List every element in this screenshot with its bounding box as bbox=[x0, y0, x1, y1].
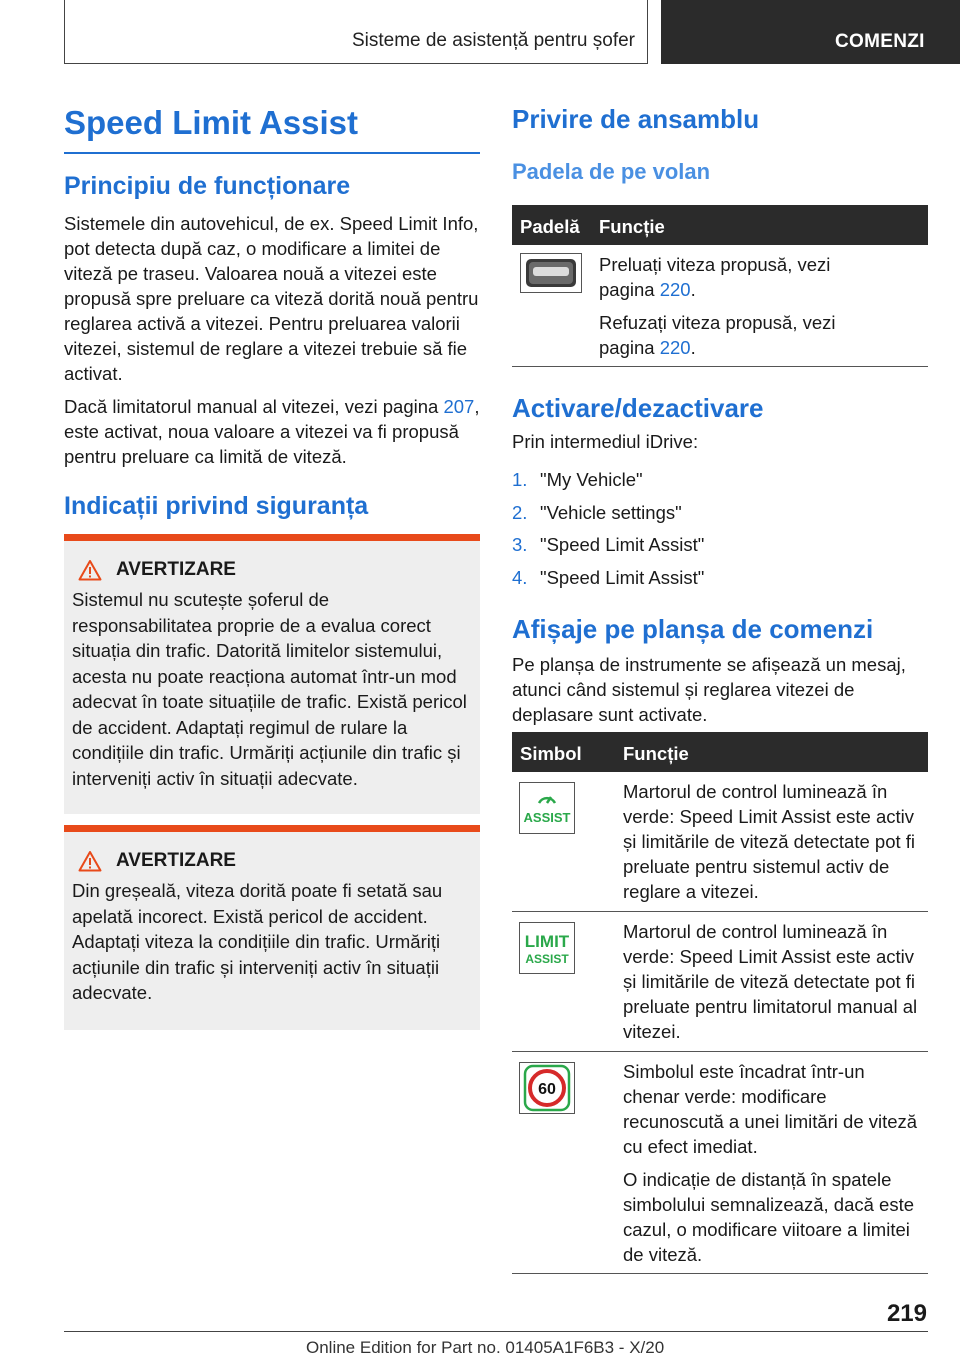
warning-2-header bbox=[72, 850, 472, 872]
principle-section bbox=[64, 172, 480, 469]
symbol-col-header: Simbol bbox=[520, 743, 582, 764]
speed-limit-sign-icon bbox=[520, 1063, 574, 1113]
paddle-icon-box bbox=[520, 253, 582, 293]
accept-dot: . bbox=[690, 279, 696, 300]
symbol-row-3-text-a: Simbolul este încadrat într-un chenar verde: modificare recunoscută a unei limitări de viteză cu efect imediat. bbox=[623, 1061, 918, 1157]
step-text: "My Vehicle" bbox=[540, 469, 643, 490]
warning-1-text: Sistemul nu scutește șoferul de responsabilitatea proprie de a evalua corect situația din trafic. Datorită limitelor sistemului, acesta nu poate reacționa automat într-un mod adecvat în toate situațiile de trafic. Există pericol de accident. Adaptați regimul de rulare la condițiile din trafic. Urmăriți acțiunile din trafic și interveniți activ în situații adecvate. bbox=[72, 589, 467, 789]
warning-box-2 bbox=[64, 825, 480, 1030]
reject-text: Refuzați viteza propusă, vezi pagina bbox=[599, 312, 836, 358]
symbol-row-2-divider bbox=[512, 1051, 928, 1052]
function-col-header-2: Funcție bbox=[623, 743, 689, 764]
warning-triangle-icon bbox=[78, 559, 102, 581]
limit-assist-icon-text: ASSIST bbox=[525, 952, 569, 966]
step-item bbox=[512, 529, 928, 562]
symbol-row-1-text: Martorul de control luminează în verde: Speed Limit Assist este activ și limitările de viteză detectate pot fi preluate pentru sistemul activ de reglare a vitezei. bbox=[623, 781, 916, 902]
accept-page-link[interactable]: 220 bbox=[659, 279, 691, 300]
safety-heading: Indicații privind siguranța bbox=[64, 492, 369, 520]
header-section-title: Sisteme de asistență pentru șofer bbox=[351, 30, 635, 51]
symbol-row-3 bbox=[623, 1059, 923, 1267]
activate-heading: Activare/dezactivare bbox=[512, 393, 764, 423]
step-item bbox=[512, 497, 928, 530]
paddle-reject-text bbox=[599, 310, 879, 360]
page-number: 219 bbox=[886, 1300, 927, 1327]
header-chapter-tab bbox=[661, 0, 960, 64]
header-section-box bbox=[64, 0, 648, 64]
principle-text: Sistemele din autovehicul, de ex. Speed Limit Info, pot detecta după caz, o modificare a limitei de viteză pe traseu. Valoarea nouă a vitezei este propusă spre preluare ca viteză dorită nouă pentru reglarea activă a vitezei. Pentru preluarea valorii vitezei, sistemul de reglare a vitezei trebuie să fie activat. bbox=[64, 213, 479, 384]
step-text: "Speed Limit Assist" bbox=[540, 566, 705, 588]
paddle-heading: Padela de pe volan bbox=[512, 159, 711, 184]
paddle-col-header: Padelă bbox=[520, 216, 580, 237]
limit-assist-indicator-icon bbox=[520, 923, 574, 973]
step-number: 3. bbox=[512, 534, 528, 555]
assist-icon-box bbox=[519, 782, 575, 834]
step-item bbox=[512, 562, 928, 595]
symbol-table-header bbox=[512, 732, 928, 772]
warning-2-title: AVERTIZARE bbox=[116, 850, 236, 871]
reject-page-link[interactable]: 220 bbox=[659, 337, 691, 358]
limit-icon-text: LIMIT bbox=[524, 932, 570, 951]
step-number: 1. bbox=[512, 469, 528, 490]
page-title: Speed Limit Assist bbox=[64, 104, 480, 154]
speed-assist-indicator-icon bbox=[520, 783, 574, 833]
header-chapter-label: COMENZI bbox=[835, 31, 925, 52]
function-col-header: Funcție bbox=[599, 216, 665, 237]
manual-text-start: Dacă limitatorul manual al vitezei, vezi pagina bbox=[64, 396, 444, 417]
reject-dot: . bbox=[690, 337, 696, 358]
symbol-row-3-text-b: O indicație de distanță în spatele simbolului semnalizează, dacă este cazul, o modificare viitoare a limitei de viteză. bbox=[623, 1169, 915, 1265]
idrive-steps bbox=[512, 464, 928, 594]
speed-sign-value: 60 bbox=[538, 1081, 556, 1098]
speed-sign-icon-box bbox=[519, 1062, 575, 1114]
paddle-table-header bbox=[512, 205, 928, 245]
warning-1-header bbox=[72, 559, 472, 581]
edition-text: Online Edition for Part no. 01405A1F6B3 - X/20 bbox=[306, 1338, 665, 1357]
symbol-row-1-divider bbox=[512, 911, 928, 912]
display-heading: Afișaje pe planșa de comenzi bbox=[512, 614, 874, 644]
manual-page-link[interactable]: 207 bbox=[443, 396, 475, 417]
step-item bbox=[512, 464, 928, 497]
warning-2-text: Din greșeală, viteza dorită poate fi setată sau apelată incorect. Există pericol de accident. Adaptați viteza la condițiile din trafic. Urmăriți acțiunile din trafic și interveniți activ în situații adecvate. bbox=[72, 880, 443, 1003]
warning-box-1 bbox=[64, 534, 480, 814]
manual-text-end: , este activat, noua valoare a vitezei va fi propusă pentru preluare ca limită de viteză. bbox=[64, 396, 480, 467]
symbol-row-2-text: Martorul de control luminează în verde: Speed Limit Assist este activ și limitările de viteză detectate pot fi preluate pentru limitatorul manual al vitezei. bbox=[623, 921, 918, 1042]
footer-rule bbox=[64, 1331, 928, 1332]
step-text: "Vehicle settings" bbox=[540, 501, 682, 523]
activate-intro: Prin intermediul iDrive: bbox=[512, 431, 699, 452]
paddle-table-bottom bbox=[512, 366, 928, 367]
manual-limiter-text bbox=[64, 394, 480, 469]
assist-icon-text: ASSIST bbox=[523, 810, 571, 825]
step-text: "Speed Limit Assist" bbox=[540, 534, 705, 555]
warning-triangle-icon bbox=[78, 850, 102, 872]
paddle-accept-text bbox=[599, 252, 879, 302]
limit-assist-icon-box bbox=[519, 922, 575, 974]
principle-heading: Principiu de funcționare bbox=[64, 172, 351, 200]
overview-heading: Privire de ansamblu bbox=[512, 104, 760, 134]
step-number: 4. bbox=[512, 566, 528, 588]
step-number: 2. bbox=[512, 501, 528, 523]
warning-1-title: AVERTIZARE bbox=[116, 559, 236, 580]
paddle-functions bbox=[599, 252, 879, 360]
display-intro: Pe planșa de instrumente se afișează un mesaj, atunci când sistemul și reglarea vitezei de deplasare sunt activate. bbox=[512, 654, 906, 725]
steering-paddle-icon bbox=[525, 258, 577, 288]
accept-text: Preluați viteza propusă, vezi pagina bbox=[599, 254, 831, 300]
symbol-table-bottom bbox=[512, 1273, 928, 1274]
